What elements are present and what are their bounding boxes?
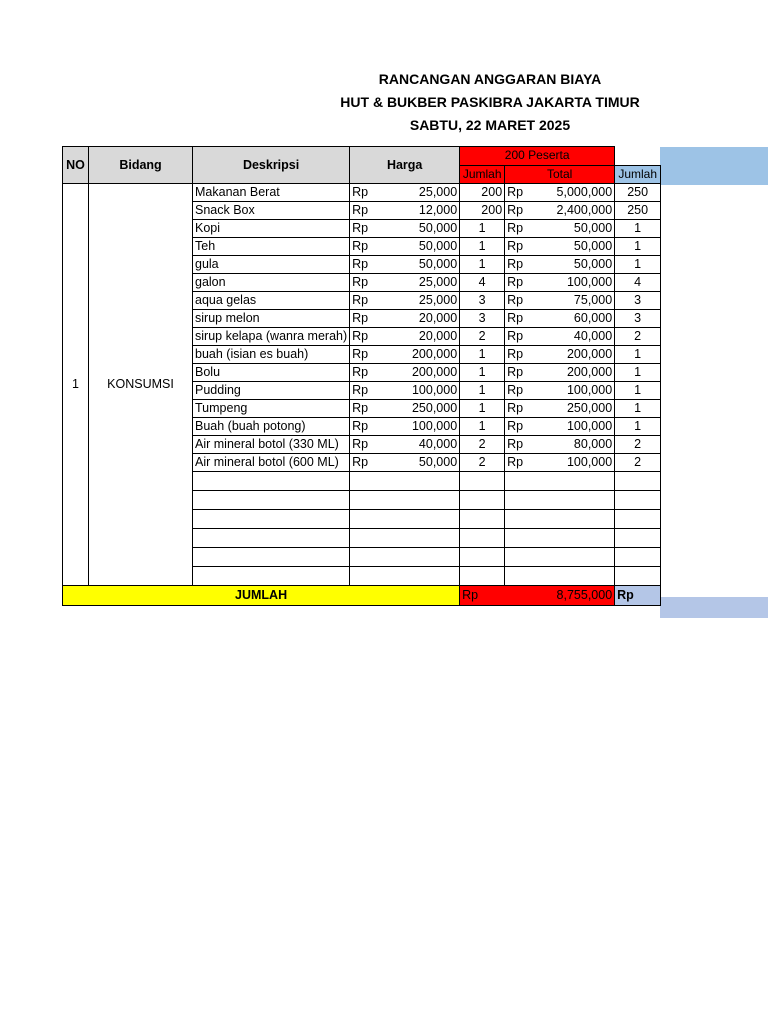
total-value: 40,000 [530,328,615,346]
empty-cell [193,567,350,586]
header-no: NO [63,147,89,184]
total-currency: Rp [505,238,530,256]
price-currency: Rp [350,454,384,472]
total-currency: Rp [505,184,530,202]
header-jumlah-2: Jumlah [615,165,661,184]
price-currency: Rp [350,220,384,238]
empty-cell [460,510,505,529]
total-currency: Rp [505,400,530,418]
price-value: 50,000 [384,220,460,238]
price-currency: Rp [350,292,384,310]
quantity-2: 1 [615,346,661,364]
quantity-2: 250 [615,202,661,220]
empty-cell [193,548,350,567]
header-deskripsi: Deskripsi [193,147,350,184]
quantity: 1 [460,418,505,436]
quantity: 3 [460,292,505,310]
empty-cell [350,510,460,529]
header-empty-cell [615,147,661,166]
header-peserta: 200 Peserta [460,147,615,166]
price-value: 40,000 [384,436,460,454]
item-description: Snack Box [193,202,350,220]
quantity-2: 4 [615,274,661,292]
quantity-2: 1 [615,238,661,256]
empty-cell [615,491,661,510]
empty-cell [193,472,350,491]
price-currency: Rp [350,400,384,418]
quantity: 2 [460,436,505,454]
item-description: Pudding [193,382,350,400]
total-currency: Rp [505,274,530,292]
item-description: Buah (buah potong) [193,418,350,436]
quantity: 4 [460,274,505,292]
quantity: 2 [460,454,505,472]
total-currency: Rp [505,436,530,454]
price-value: 25,000 [384,274,460,292]
quantity: 1 [460,238,505,256]
empty-cell [350,472,460,491]
total-value: 2,400,000 [530,202,615,220]
empty-cell [460,472,505,491]
section-no: 1 [63,184,89,586]
price-currency: Rp [350,184,384,202]
price-currency: Rp [350,310,384,328]
total-value: 50,000 [530,256,615,274]
quantity-2: 3 [615,310,661,328]
quantity: 1 [460,400,505,418]
empty-cell [615,567,661,586]
table-row [63,184,661,202]
empty-cell [460,491,505,510]
quantity: 3 [460,310,505,328]
price-currency: Rp [350,418,384,436]
price-value: 100,000 [384,382,460,400]
empty-cell [350,529,460,548]
quantity-2: 2 [615,454,661,472]
empty-cell [615,472,661,491]
title-line-2: HUT & BUKBER PASKIBRA JAKARTA TIMUR [340,94,640,110]
empty-cell [615,510,661,529]
empty-cell [505,548,615,567]
item-description: Tumpeng [193,400,350,418]
price-value: 12,000 [384,202,460,220]
empty-cell [615,548,661,567]
empty-cell [193,491,350,510]
item-description: sirup melon [193,310,350,328]
item-description: Air mineral botol (600 ML) [193,454,350,472]
quantity: 1 [460,382,505,400]
item-description: buah (isian es buah) [193,346,350,364]
empty-cell [505,510,615,529]
total-currency: Rp [505,328,530,346]
total-value: 80,000 [530,436,615,454]
total-value: 50,000 [530,238,615,256]
quantity: 1 [460,256,505,274]
total-currency: Rp [505,292,530,310]
empty-cell [350,548,460,567]
quantity-2: 1 [615,382,661,400]
header-blue-fill [660,147,768,185]
title-line-1: RANCANGAN ANGGARAN BIAYA [378,71,602,87]
item-description: aqua gelas [193,292,350,310]
quantity: 200 [460,202,505,220]
total-value: 100,000 [530,274,615,292]
total-value: 75,000 [530,292,615,310]
quantity-2: 1 [615,220,661,238]
empty-cell [505,491,615,510]
total-currency: Rp [460,586,505,606]
total-row [63,586,661,606]
empty-cell [350,491,460,510]
total-currency: Rp [505,418,530,436]
price-value: 50,000 [384,238,460,256]
price-value: 20,000 [384,328,460,346]
price-currency: Rp [350,202,384,220]
price-value: 200,000 [384,364,460,382]
quantity-2: 1 [615,364,661,382]
title-line-3: SABTU, 22 MARET 2025 [409,117,571,133]
price-currency: Rp [350,382,384,400]
empty-cell [460,548,505,567]
header-jumlah: Jumlah [460,165,505,184]
quantity-2: 250 [615,184,661,202]
total-currency: Rp [505,220,530,238]
price-currency: Rp [350,346,384,364]
document-title-block [280,68,700,137]
quantity-2: 1 [615,400,661,418]
item-description: Teh [193,238,350,256]
total-value: 60,000 [530,310,615,328]
price-currency: Rp [350,256,384,274]
total-currency: Rp [505,364,530,382]
item-description: Kopi [193,220,350,238]
price-currency: Rp [350,364,384,382]
item-description: Makanan Berat [193,184,350,202]
empty-cell [460,529,505,548]
header-bidang: Bidang [89,147,193,184]
price-value: 25,000 [384,292,460,310]
quantity-2: 3 [615,292,661,310]
total-label: JUMLAH [63,586,460,606]
quantity-2: 1 [615,418,661,436]
quantity: 200 [460,184,505,202]
total-value: 100,000 [530,382,615,400]
item-description: sirup kelapa (wanra merah) [193,328,350,346]
total-currency: Rp [505,346,530,364]
total-value: 250,000 [530,400,615,418]
item-description: gula [193,256,350,274]
quantity: 2 [460,328,505,346]
header-row-1 [63,147,661,166]
total-blue-fill [660,597,768,618]
total-currency: Rp [505,454,530,472]
item-description: Bolu [193,364,350,382]
quantity-2: 2 [615,436,661,454]
section-bidang: KONSUMSI [89,184,193,586]
price-currency: Rp [350,328,384,346]
price-value: 50,000 [384,256,460,274]
total-currency-2: Rp [615,586,661,606]
total-currency: Rp [505,256,530,274]
price-value: 250,000 [384,400,460,418]
total-currency: Rp [505,382,530,400]
total-currency: Rp [505,310,530,328]
empty-cell [193,529,350,548]
price-value: 200,000 [384,346,460,364]
total-value: 200,000 [530,346,615,364]
quantity-2: 2 [615,328,661,346]
total-currency: Rp [505,202,530,220]
item-description: Air mineral botol (330 ML) [193,436,350,454]
total-value: 100,000 [530,418,615,436]
total-value: 50,000 [530,220,615,238]
price-value: 20,000 [384,310,460,328]
empty-cell [350,567,460,586]
empty-cell [615,529,661,548]
quantity-2: 1 [615,256,661,274]
price-value: 25,000 [384,184,460,202]
total-value: 5,000,000 [530,184,615,202]
item-description: galon [193,274,350,292]
empty-cell [460,567,505,586]
empty-cell [505,529,615,548]
grand-total-value: 8,755,000 [505,586,615,606]
header-total: Total [505,165,615,184]
price-currency: Rp [350,436,384,454]
price-value: 50,000 [384,454,460,472]
quantity: 1 [460,346,505,364]
quantity: 1 [460,364,505,382]
quantity: 1 [460,220,505,238]
total-value: 200,000 [530,364,615,382]
header-harga: Harga [350,147,460,184]
total-value: 100,000 [530,454,615,472]
empty-cell [193,510,350,529]
budget-table [62,146,661,606]
price-currency: Rp [350,274,384,292]
empty-cell [505,567,615,586]
price-currency: Rp [350,238,384,256]
empty-cell [505,472,615,491]
price-value: 100,000 [384,418,460,436]
